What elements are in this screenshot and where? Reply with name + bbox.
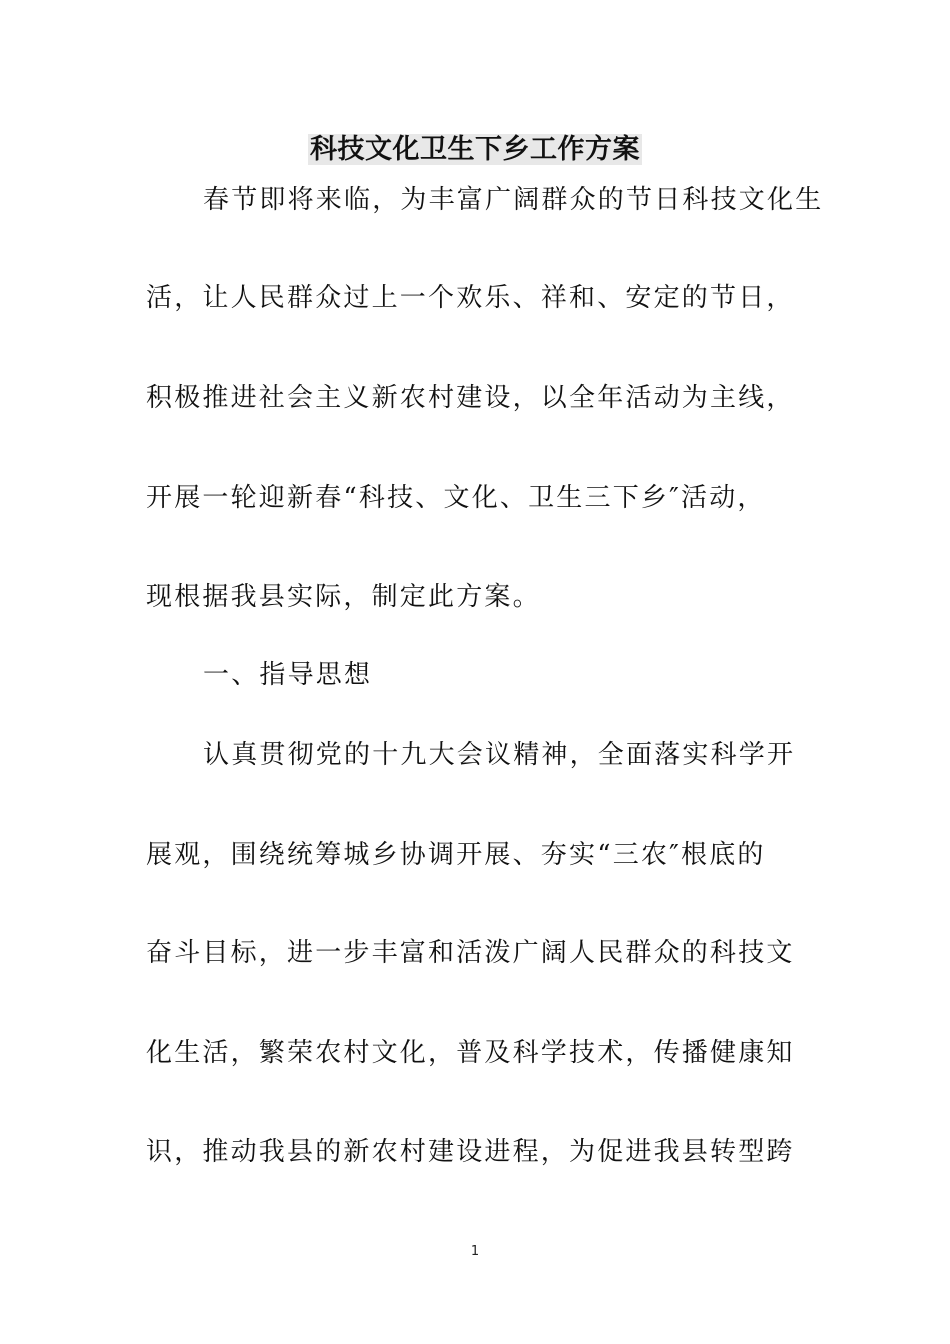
page-number: 1 <box>470 1244 480 1259</box>
paragraph-line: 现根据我县实际，制定此方案。 <box>146 582 541 612</box>
paragraph-line: 认真贯彻党的十九大会议精神，全面落实科学开 <box>203 740 796 770</box>
section-heading: 一、指导思想 <box>203 660 373 690</box>
paragraph-line: 春节即将来临，为丰富广阔群众的节日科技文化生 <box>203 185 824 215</box>
document-title <box>0 130 950 170</box>
paragraph-line: 奋斗目标，进一步丰富和活泼广阔人民群众的科技文 <box>146 938 795 968</box>
paragraph-line: 开展一轮迎新春“科技、文化、卫生三下乡″活动， <box>146 483 766 513</box>
title-text: 科技文化卫生下乡工作方案 <box>310 134 640 165</box>
paragraph-line: 展观，围绕统筹城乡协调开展、夯实“三农″根底的 <box>146 840 766 870</box>
paragraph-line: 化生活，繁荣农村文化，普及科学技术，传播健康知 <box>146 1038 795 1068</box>
paragraph-line: 识，推动我县的新农村建设进程，为促进我县转型跨 <box>146 1137 795 1167</box>
paragraph-line: 积极推进社会主义新农村建设，以全年活动为主线， <box>146 383 795 413</box>
paragraph-line: 活，让人民群众过上一个欢乐、祥和、安定的节日， <box>146 283 795 313</box>
